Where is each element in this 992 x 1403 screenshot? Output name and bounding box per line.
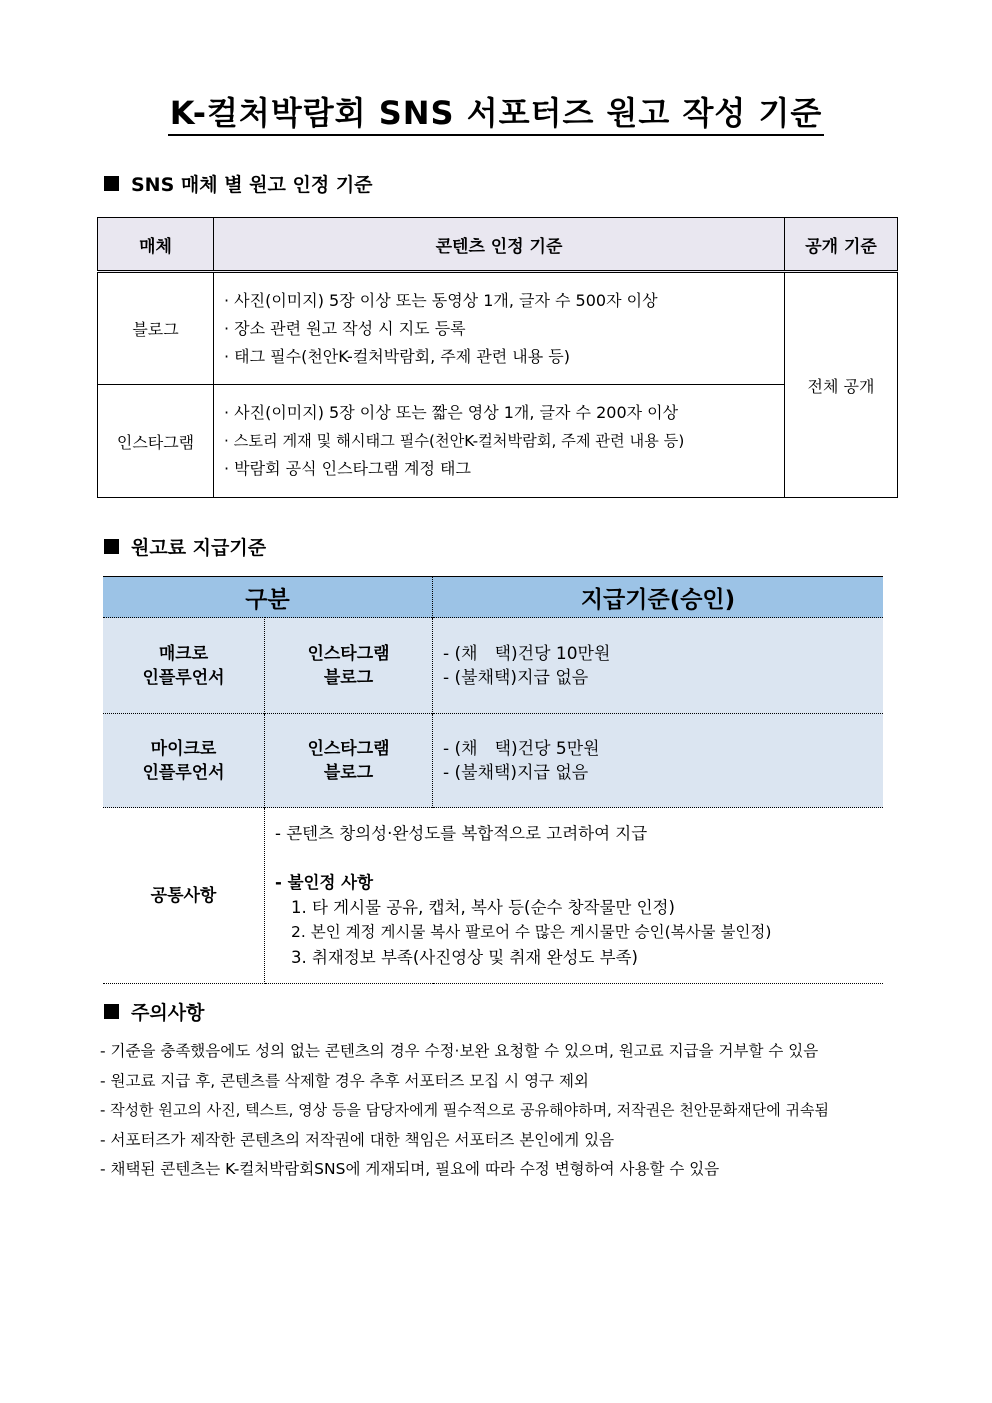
note-item: - 서포터즈가 제작한 콘텐츠의 저작권에 대한 책임은 서포터즈 본인에게 있음 (100, 1130, 615, 1149)
media-micro (265, 714, 433, 808)
payment-micro (433, 714, 884, 808)
note-item: - 작성한 원고의 사진, 텍스트, 영상 등을 담당자에게 필수적으로 공유해야하며, 저작권은 천안문화재단에 귀속됨 (100, 1101, 829, 1119)
criteria-line: · 사진(이미지) 5장 이상 또는 동영상 1개, 글자 수 500자 이상 (224, 290, 658, 310)
section1-heading (104, 170, 373, 197)
media-line: 블로그 (323, 762, 374, 783)
common-item: 1. 타 게시물 공유, 캡처, 복사 등(순수 창작물만 인정) (291, 898, 675, 917)
criteria-line: · 장소 관련 원고 작성 시 지도 등록 (224, 318, 466, 338)
table-row (98, 272, 898, 385)
common-line: - 콘텐츠 창의성·완성도를 복합적으로 고려하여 지급 (275, 824, 648, 843)
black-square-icon (104, 1004, 119, 1019)
visibility-value: 전체 공개 (785, 272, 898, 498)
category-macro (103, 618, 265, 714)
criteria-line: · 태그 필수(천안K-컬처박람회, 주제 관련 내용 등) (224, 346, 570, 366)
payment-line: - (불채택)지급 없음 (443, 667, 589, 688)
header-criteria: 콘텐츠 인정 기준 (214, 218, 785, 272)
table-row (98, 385, 898, 498)
category-line: 인플루언서 (142, 667, 225, 688)
black-square-icon (104, 539, 119, 554)
category-micro (103, 714, 265, 808)
media-macro (265, 618, 433, 714)
section3-heading-text: 주의사항 (131, 1002, 205, 1024)
payment-table (103, 576, 883, 984)
common-item: 3. 취재정보 부족(사진영상 및 취재 완성도 부족) (291, 948, 638, 967)
common-content (265, 808, 884, 984)
notes-list (100, 1037, 829, 1185)
media-blog: 블로그 (98, 272, 214, 385)
table-header-row (98, 218, 898, 272)
section3-heading (104, 998, 204, 1025)
note-item: - 채택된 콘텐츠는 K-컬처박람회SNS에 게재되며, 필요에 따라 수정 변형하여 사용할 수 있음 (100, 1160, 720, 1178)
section1-heading-text: SNS 매체 별 원고 인정 기준 (131, 174, 373, 196)
note-item: - 원고료 지급 후, 콘텐츠를 삭제할 경우 추후 서포터즈 모집 시 영구 제외 (100, 1071, 589, 1090)
header-payment: 지급기준(승인) (433, 577, 884, 618)
header-visibility: 공개 기준 (785, 218, 898, 272)
common-item: 2. 본인 계정 게시물 복사 팔로어 수 많은 게시물만 승인(복사물 불인정) (291, 923, 772, 941)
payment-line: - (채 택)건당 5만원 (443, 738, 600, 759)
criteria-line: · 스토리 게재 및 해시태그 필수(천안K-컬처박람회, 주제 관련 내용 등) (224, 432, 685, 450)
table-row (103, 808, 883, 984)
table-header-row (103, 577, 883, 618)
header-media: 매체 (98, 218, 214, 272)
note-item: - 기준을 충족했음에도 성의 없는 콘텐츠의 경우 수정·보완 요청할 수 있으며, 원고료 지급을 거부할 수 있음 (100, 1042, 819, 1060)
payment-line: - (불채택)지급 없음 (443, 762, 589, 783)
section2-heading (104, 533, 266, 560)
table-row (103, 618, 883, 714)
document-title-text: K-컬처박람회 SNS 서포터즈 원고 작성 기준 (168, 94, 825, 136)
criteria-line: · 박람회 공식 인스타그램 계정 태그 (224, 459, 471, 478)
criteria-line: · 사진(이미지) 5장 이상 또는 짧은 영상 1개, 글자 수 200자 이상 (224, 403, 679, 422)
media-line: 인스타그램 (307, 738, 390, 759)
document-title (0, 88, 992, 134)
media-criteria-table (97, 217, 898, 498)
category-line: 매크로 (158, 643, 209, 664)
common-label: 공통사항 (103, 808, 265, 984)
media-line: 인스타그램 (307, 643, 390, 664)
category-line: 마이크로 (150, 738, 217, 759)
common-subheading: - 불인정 사항 (275, 873, 374, 892)
black-square-icon (104, 176, 119, 191)
payment-line: - (채 택)건당 10만원 (443, 643, 611, 664)
media-line: 블로그 (323, 667, 374, 688)
media-instagram: 인스타그램 (98, 385, 214, 498)
category-line: 인플루언서 (142, 762, 225, 783)
header-category: 구분 (103, 577, 433, 618)
table-row (103, 714, 883, 808)
criteria-blog (214, 272, 785, 385)
payment-macro (433, 618, 884, 714)
criteria-instagram (214, 385, 785, 498)
section2-heading-text: 원고료 지급기준 (131, 537, 267, 559)
